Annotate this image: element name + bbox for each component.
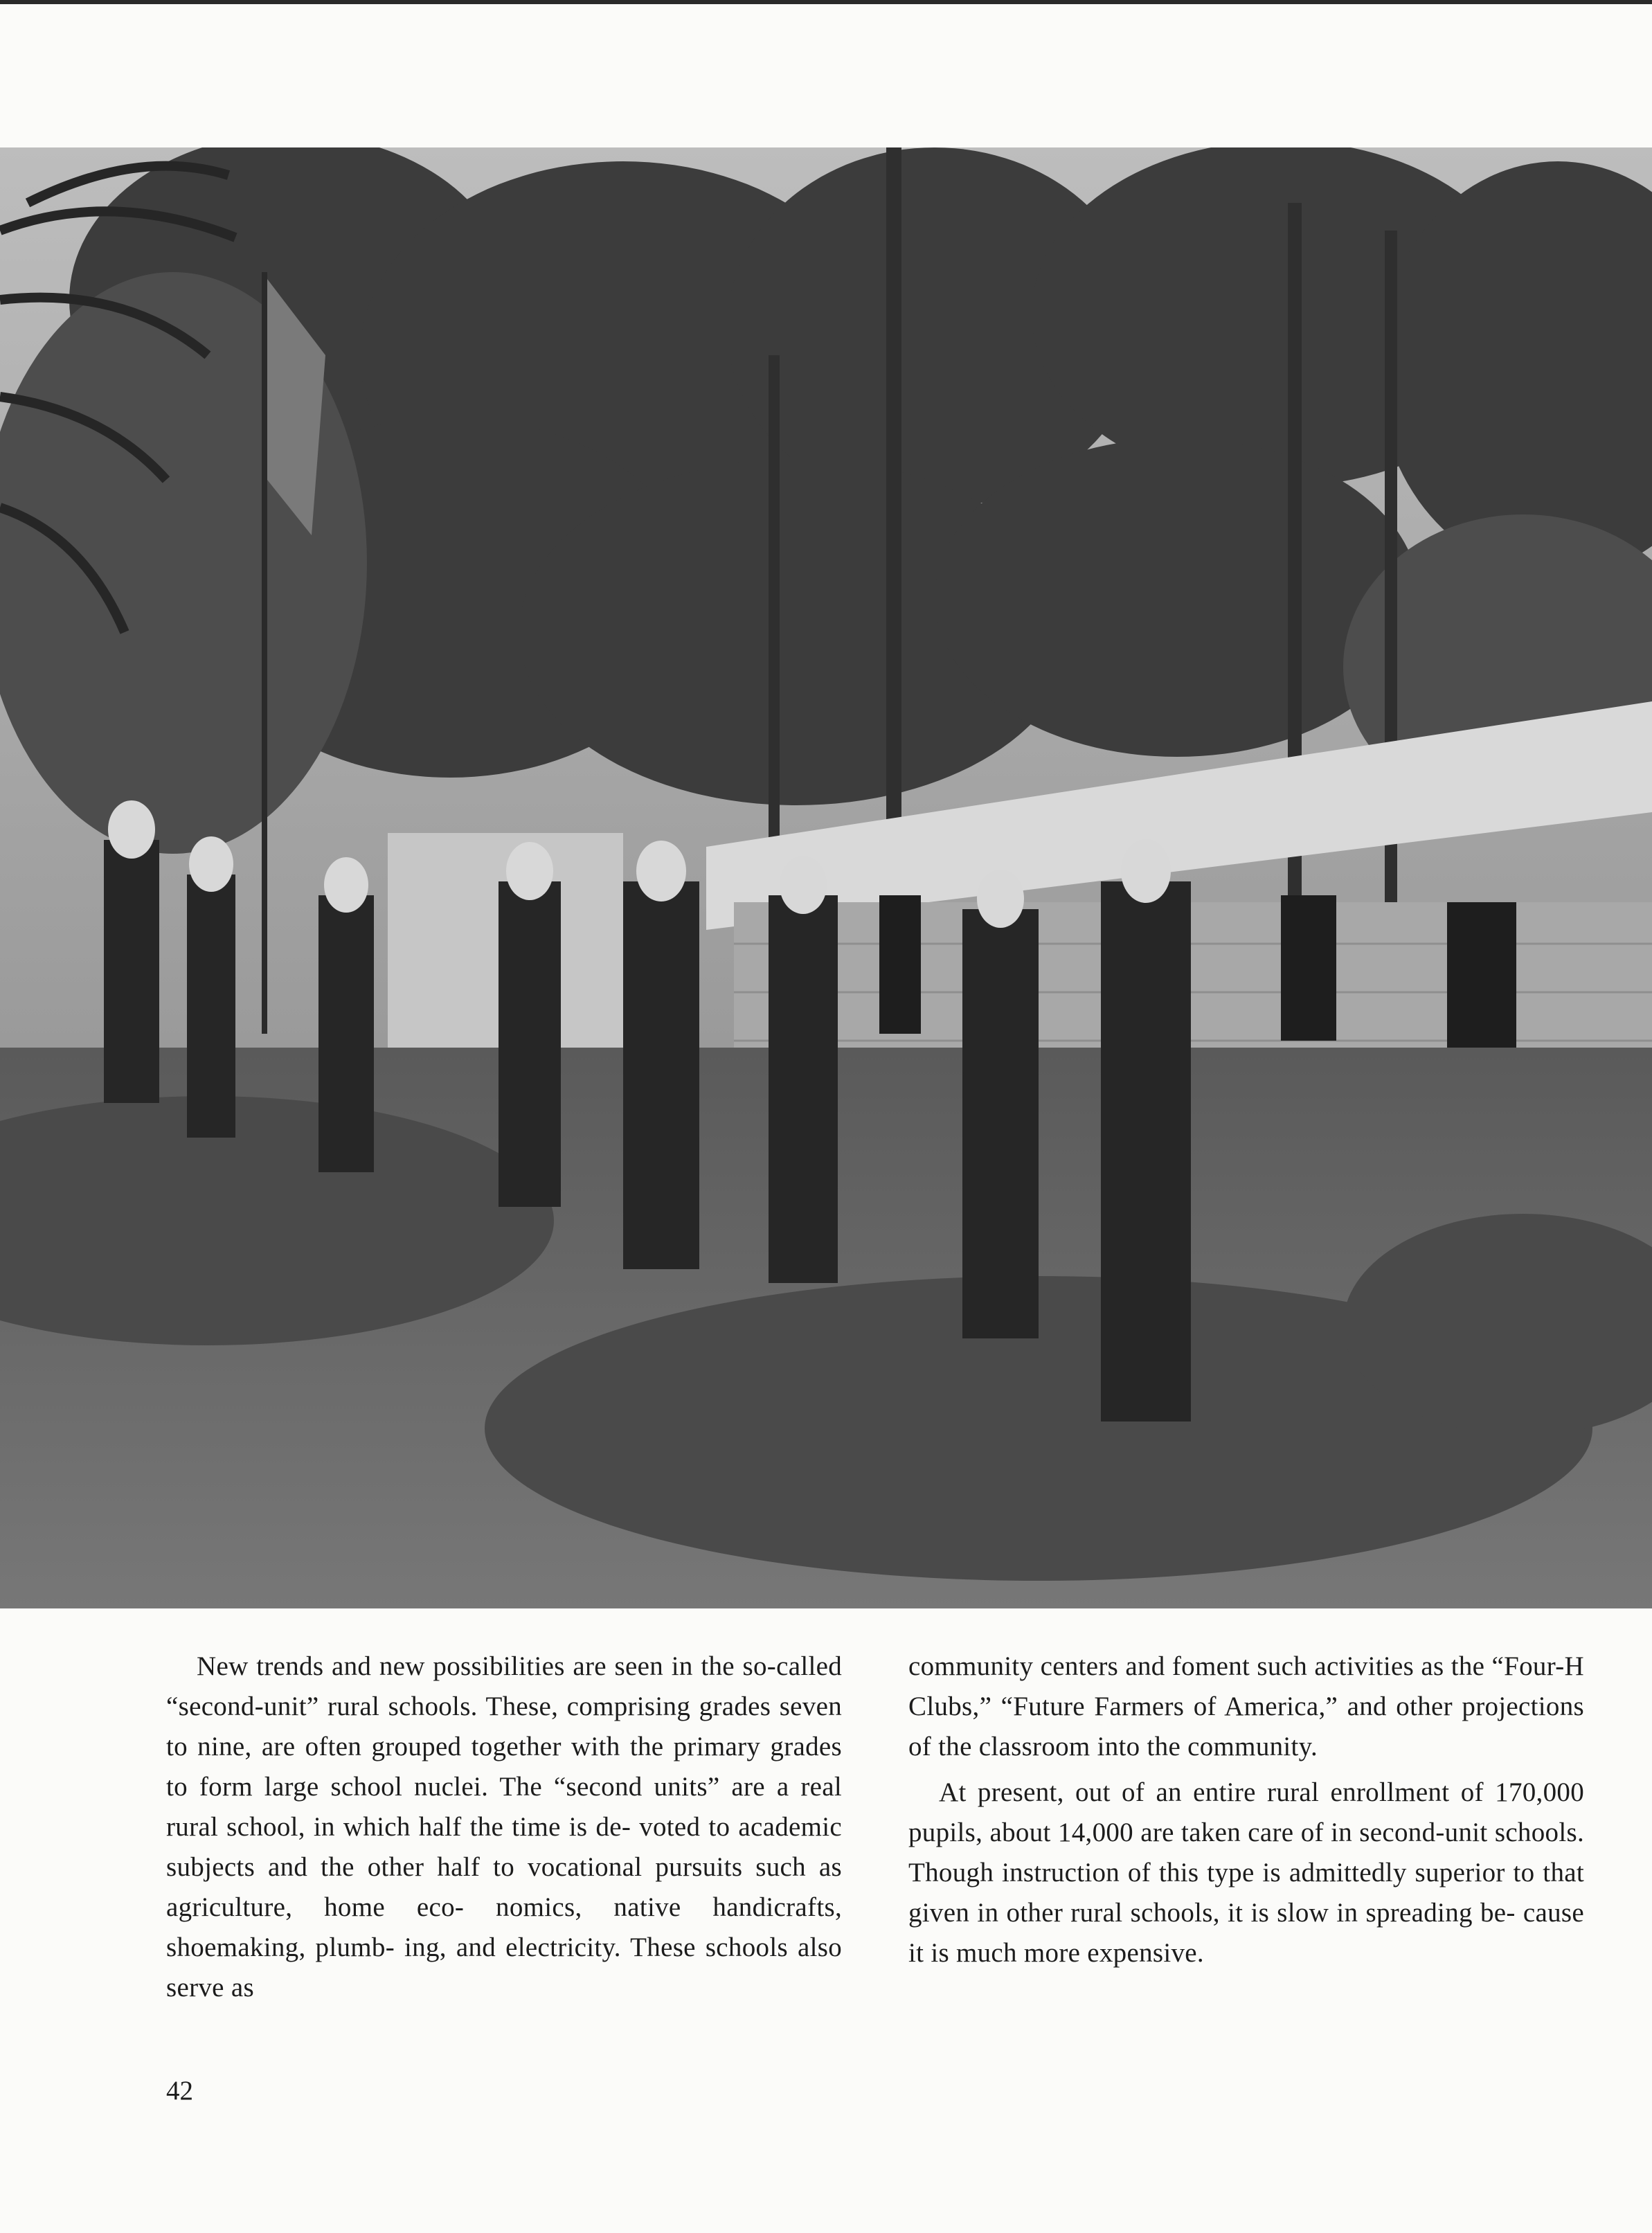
- text-column-left: [166, 1647, 842, 2008]
- text-column-right: [908, 1647, 1584, 1973]
- top-border-rule: [0, 0, 1652, 4]
- paragraph: At present, out of an entire rural enrollment of 170,000 pupils, about 14,000 are taken care of in second-unit schools. Though instruction of this type is admittedly superior to that given in other rural schools, it is slow in spreading be- cause it is much more expensive.: [908, 1777, 1584, 1968]
- page-number: 42: [166, 2076, 193, 2106]
- paragraph: New trends and new possibilities are seen in the so-called “second-unit” rural schools. These, comprising grades seven to nine, are often grouped together with the primary grades to form large school nuclei. The “second units” are a real rural school, in which half the time is de- voted to academic subjects and the other half to vocational pursuits such as agriculture, home eco- nomics, native handicrafts, shoemaking, plumb- ing, and electricity. These schools also serve as: [166, 1651, 842, 2002]
- photograph: [0, 147, 1652, 1608]
- paragraph: community centers and foment such activities as the “Four-H Clubs,” “Future Farmers of America,” and other projections of the classroom into the community.: [908, 1651, 1584, 1761]
